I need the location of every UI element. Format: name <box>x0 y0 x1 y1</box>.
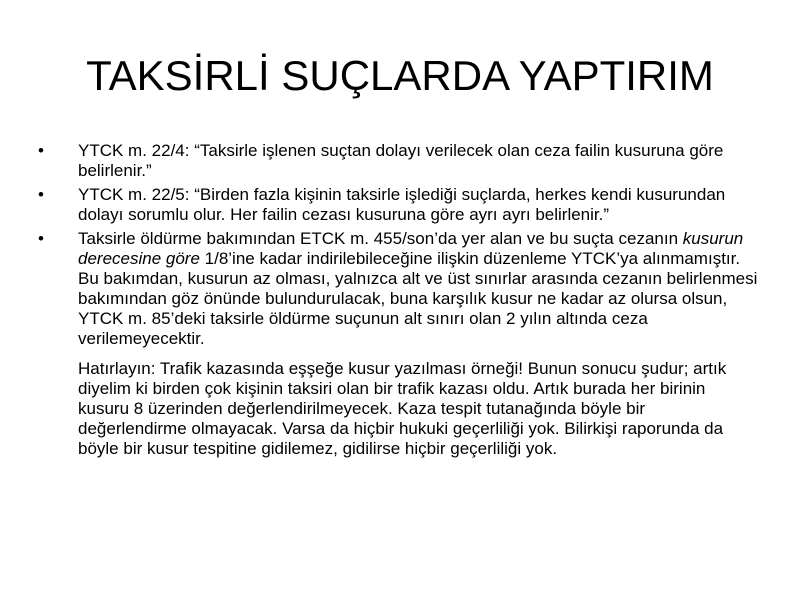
slide-body <box>38 141 758 463</box>
bullet-text <box>78 229 757 348</box>
continuation-paragraph <box>38 359 758 459</box>
emphasis-text: kusurun derecesine göre <box>78 229 744 268</box>
slide-title: TAKSİRLİ SUÇLARDA YAPTIRIM <box>86 52 714 99</box>
bullet-icon: • <box>38 185 44 204</box>
bullet-text-part: 1/8’ine kadar indirilebileceğine ilişkin düzenleme YTCK’ya alınmamıştır. Bu bakımdan, kusurun az olması, yalnızca alt ve üst sınırlar arasında cezanın belirlenmesi bakımından göz önünde bulundurulacak, buna karşılık kusur ne kadar az olursa olsun, YTCK m. 85’deki taksirle öldürme suçunun alt sınırı olan 2 yılın altında ceza verilemeyecektir. <box>78 249 758 348</box>
bullet-icon: • <box>38 229 44 248</box>
bullet-text-part: Taksirle öldürme bakımından ETCK m. 455/son’da yer alan ve bu suçta cezanın <box>78 229 683 248</box>
bullet-text: YTCK m. 22/5: “Birden fazla kişinin taksirle işlediği suçlarda, herkes kendi kusurundan dolayı sorumlu olur. Her failin cezası kusuruna göre ayrı ayrı belirlenir.” <box>78 185 726 224</box>
bullet-item-1 <box>38 141 758 181</box>
bullet-icon: • <box>38 141 44 160</box>
bullet-item-3 <box>38 229 758 349</box>
continuation-text: Hatırlayın: Trafik kazasında eşşeğe kusur yazılması örneği! Bunun sonucu şudur; artık diyelim ki birden çok kişinin taksiri olan bir trafik kazası oldu. Artık burada her birinin kusuru 8 üzerinden değerlendirilmeyecek. Kaza tespit tutanağında böyle bir değerlendirme olmayacak. Varsa da hiçbir hukuki geçerliliği yok. Bilirkişi raporunda da böyle bir kusur tespitine gidilemez, gidilirse hiçbir geçerliliği yok. <box>78 359 727 458</box>
bullet-item-2 <box>38 185 758 225</box>
bullet-text: YTCK m. 22/4: “Taksirle işlenen suçtan dolayı verilecek olan ceza failin kusuruna göre belirlenir.” <box>78 141 724 180</box>
